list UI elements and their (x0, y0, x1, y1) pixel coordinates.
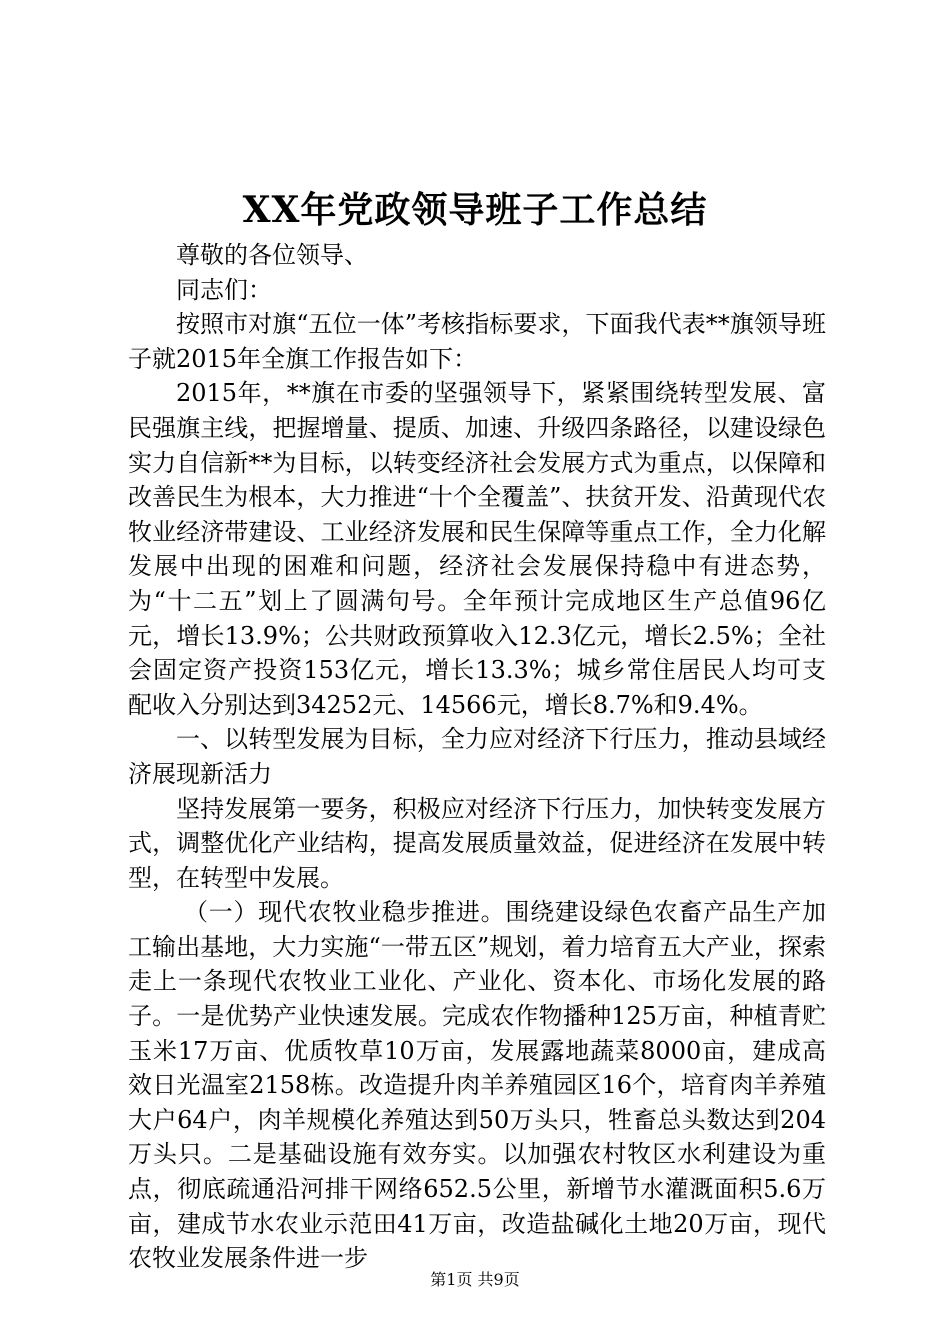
salutation-line-2: 同志们： (176, 275, 272, 304)
subsection-1-paragraph: （一）现代农牧业稳步推进。围绕建设绿色农畜产品生产加工输出基地，大力实施“一带五区”规划，着力培育五大产业，探索走上一条现代农牧业工业化、产业化、资本化、市场化发展的路子。一是优势产业快速发展。完成农作物播种125万亩，种植青贮玉米17万亩、优质牧草10万亩，发展露地蔬菜8000亩，建成高效日光温室2158栋。改造提升肉羊养殖园区16个，培育肉羊养殖大户64户，肉羊规模化养殖达到50万头只，牲畜总头数达到204万头只。二是基础设施有效夯实。以加强农村牧区水利建设为重点，彻底疏通沿河排干网络652.5公里，新增节水灌溉面积5.6万亩，建成节水农业示范田41万亩，改造盐碱化土地20万亩，现代农牧业发展条件进一步 (128, 898, 826, 1273)
summary-paragraph: 2015年，**旗在市委的坚强领导下，紧紧围绕转型发展、富民强旗主线，把握增量、提质、加速、升级四条路径，以建设绿色实力自信新**为目标，以转变经济社会发展方式为重点，以保障和改善民生为根本，大力推进“十个全覆盖”、扶贫开发、沿黄现代农牧业经济带建设、工业经济发展和民生保障等重点工作，全力化解发展中出现的困难和问题，经济社会发展保持稳中有进态势，为“十二五”划上了圆满句号。全年预计完成地区生产总值96亿元，增长13.9%；公共财政预算收入12.3亿元，增长2.5%；全社会固定资产投资153亿元，增长13.3%；城乡常住居民人均可支配收入分别达到34252元、14566元，增长8.7%和9.4%。 (128, 379, 826, 719)
salutation-line-1: 尊敬的各位领导、 (176, 241, 368, 269)
section-1-paragraph: 坚持发展第一要务，积极应对经济下行压力，加快转变发展方式，调整优化产业结构，提高发展质量效益，促进经济在发展中转型，在转型中发展。 (128, 794, 826, 892)
section-heading-1: 一、以转型发展为目标，全力应对经济下行压力，推动县域经济展现新活力 (128, 725, 826, 788)
intro-paragraph: 按照市对旗“五位一体”考核指标要求，下面我代表**旗领导班子就2015年全旗工作报告如下： (128, 310, 826, 373)
document-title: XX年党政领导班子工作总结 (242, 189, 708, 231)
document-body (128, 238, 826, 1276)
page-indicator: 第1页 共9页 (430, 1270, 520, 1289)
